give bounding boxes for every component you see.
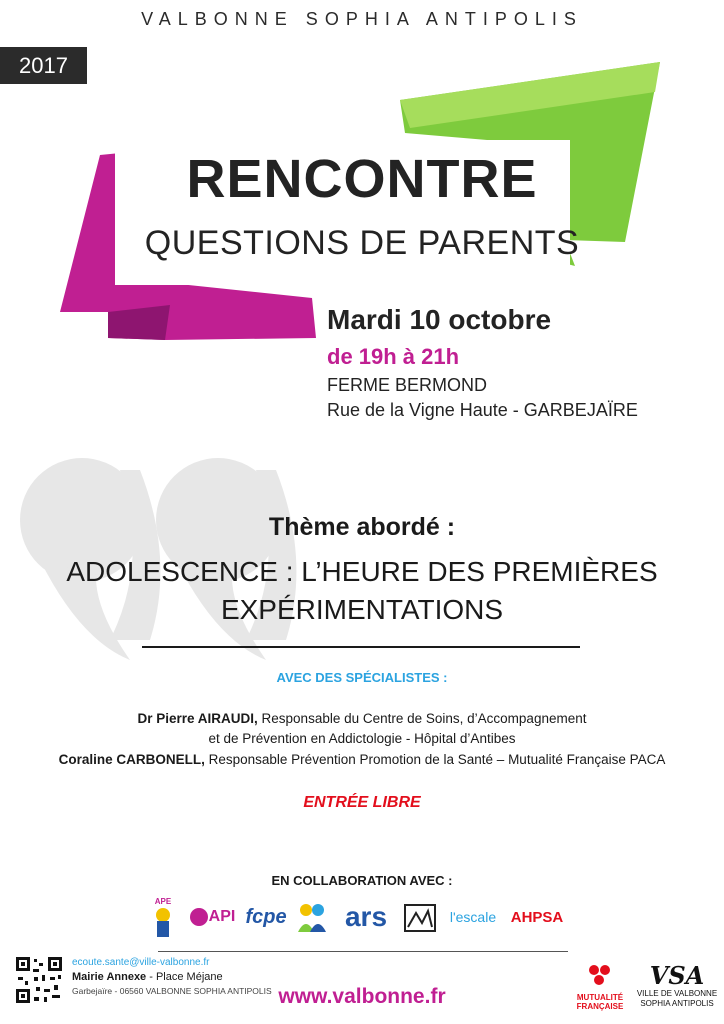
theme-label: Thème abordé : [268, 513, 456, 541]
partner-logo-sketch [400, 893, 440, 941]
partner-logo-ape [145, 893, 181, 941]
expert-1 [0, 711, 724, 726]
mairie-place: - Place Méjane [146, 971, 223, 983]
partner-ahpsa-label: AHPSA [510, 908, 564, 926]
mutualite-logo [571, 962, 629, 1014]
partner-logo-figures [293, 893, 331, 941]
mutualite-hexagon-icon [586, 962, 614, 988]
api-circle-icon [189, 907, 209, 927]
valbonne-logo-mark: VSA [649, 961, 705, 990]
partner-logo-fcpe [244, 893, 288, 941]
header-city: VALBONNE SOPHIA ANTIPOLIS [141, 9, 583, 29]
contact-mairie [72, 971, 223, 983]
divider [142, 646, 580, 648]
title-main: RENCONTRE [186, 149, 538, 209]
expert-2-role: Responsable Prévention Promotion de la Santé – Mutualité Française PACA [204, 752, 666, 767]
expert-1-cont [0, 731, 724, 746]
valbonne-line-2: SOPHIA ANTIPOLIS [640, 999, 714, 1008]
contact-email-link[interactable]: ecoute.sante@ville-valbonne.fr [72, 957, 210, 968]
partner-logo-escale [447, 893, 499, 941]
expert-1-role: Responsable du Centre de Soins, d’Accompagnement [257, 711, 587, 726]
mutualite-line-1: MUTUALITÉ [576, 993, 624, 1002]
entry-free: ENTRÉE LIBRE [303, 794, 421, 811]
year-badge: 2017 [0, 47, 87, 84]
partner-logo-ars [337, 893, 395, 941]
collab-heading: EN COLLABORATION AVEC : [271, 873, 453, 888]
partner-fcpe-label: fcpe [245, 905, 287, 928]
footer-divider [158, 951, 568, 952]
expert-1-name: Dr Pierre AIRAUDI, [137, 711, 258, 726]
event-address: Rue de la Vigne Haute - GARBEJAÏRE [327, 400, 638, 420]
event-time: de 19h à 21h [327, 344, 460, 369]
valbonne-line-1: VILLE DE VALBONNE [636, 989, 718, 998]
partner-ars-label: ars [344, 901, 388, 932]
event-date: Mardi 10 octobre [327, 304, 552, 335]
partner-ape-label: APE [154, 896, 172, 906]
valbonne-logo [636, 963, 718, 1015]
expert-2-name: Coraline CARBONELL, [58, 752, 205, 767]
mutualite-line-2: FRANÇAISE [576, 1002, 624, 1011]
partner-logo-ahpsa [505, 893, 569, 941]
contact-address: Garbejaïre - 06560 VALBONNE SOPHIA ANTIPOLIS [72, 986, 272, 996]
title-sub: QUESTIONS DE PARENTS [144, 224, 580, 262]
expert-1-role-cont: et de Prévention en Addictologie - Hôpital d’Antibes [208, 731, 516, 746]
ape-figure-icon [148, 906, 178, 938]
theme-line-2: EXPÉRIMENTATIONS [220, 594, 504, 625]
people-icon [295, 900, 329, 934]
website-link[interactable]: www.valbonne.fr [278, 985, 446, 1008]
theme-title [30, 553, 694, 629]
event-venue: FERME BERMOND [327, 375, 488, 395]
theme-line-1: ADOLESCENCE : L’HEURE DES PREMIÈRES [66, 556, 658, 587]
partner-escale-label: l'escale [449, 909, 497, 925]
sketch-logo-icon [402, 899, 438, 935]
expert-2 [0, 752, 724, 767]
partner-logo-api [186, 893, 238, 941]
partner-api-label: API [208, 908, 236, 925]
mairie-name: Mairie Annexe [72, 971, 147, 983]
experts-heading: AVEC DES SPÉCIALISTES : [276, 670, 448, 685]
